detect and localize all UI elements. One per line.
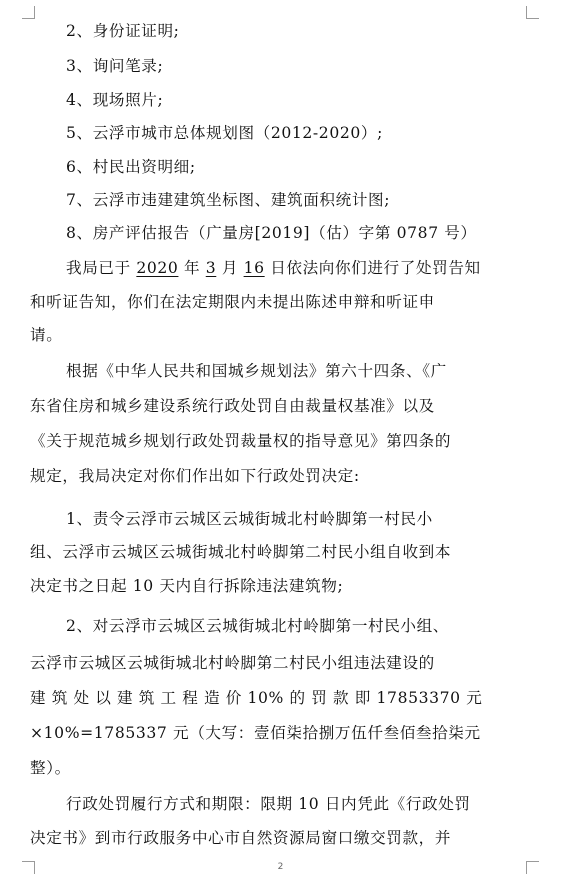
notice-line-3: 请。 — [30, 326, 63, 344]
list-item: 7、云浮市违建建筑坐标图、建筑面积统计图; — [66, 191, 391, 209]
notice-month: 3 — [205, 259, 217, 277]
list-item: 2、身份证证明; — [66, 22, 180, 40]
payment-line: 行政处罚履行方式和期限：限期 10 日内凭此《行政处罚 — [66, 795, 471, 813]
notice-day: 16 — [243, 259, 265, 277]
list-item: 5、云浮市城市总体规划图（2012-2020）; — [66, 124, 383, 142]
notice-year-suffix: 年 — [178, 259, 206, 277]
decision-2-line: 2、对云浮市云城区云城街城北村岭脚第一村民小组、 — [66, 617, 449, 635]
notice-prefix: 我局已于 — [66, 259, 137, 277]
list-item: 3、询问笔录; — [66, 57, 164, 75]
list-item: 6、村民出资明细; — [66, 158, 196, 176]
decision-2-line: 建 筑 处 以 建 筑 工 程 造 价 10% 的 罚 款 即 17853370 元 — [30, 689, 483, 707]
notice-month-suffix: 月 — [216, 259, 244, 277]
basis-line: 根据《中华人民共和国城乡规划法》第六十四条、《广 — [66, 362, 447, 380]
notice-year: 2020 — [136, 259, 179, 277]
payment-line: 决定书》到市行政服务中心市自然资源局窗口缴交罚款，并 — [30, 829, 452, 847]
basis-line: 《关于规范城乡规划行政处罚裁量权的指导意见》第四条的 — [30, 432, 452, 450]
list-item: 4、现场照片; — [66, 91, 164, 109]
decision-1-line: 决定书之日起 10 天内自行拆除违法建筑物; — [30, 577, 344, 595]
crop-mark-top-left — [22, 6, 35, 19]
page-number: 2 — [277, 862, 284, 872]
notice-line-2: 和听证告知，你们在法定期限内未提出陈述申辩和听证申 — [30, 293, 435, 311]
notice-line-1 — [40, 257, 556, 279]
basis-line: 规定，我局决定对你们作出如下行政处罚决定: — [30, 467, 360, 485]
decision-2-line: 云浮市云城区云城街城北村岭脚第二村民小组违法建设的 — [30, 654, 435, 672]
decision-1-line: 1、责令云浮市云城区云城街城北村岭脚第一村民小 — [66, 510, 433, 528]
list-item: 8、房产评估报告（广量房[2019]（估）字第 0787 号） — [66, 224, 477, 242]
decision-2-line: ×10%=1785337 元（大写：壹佰柒拾捌万伍仟叁佰叁拾柒元 — [30, 724, 481, 742]
decision-2-line: 整）。 — [30, 759, 71, 777]
decision-1-line: 组、云浮市云城区云城街城北村岭脚第二村民小组自收到本 — [30, 543, 452, 561]
notice-rest: 日依法向你们进行了处罚告知 — [264, 259, 481, 277]
crop-mark-top-right — [526, 6, 539, 19]
basis-line: 东省住房和城乡建设系统行政处罚自由裁量权基准》以及 — [30, 397, 435, 415]
